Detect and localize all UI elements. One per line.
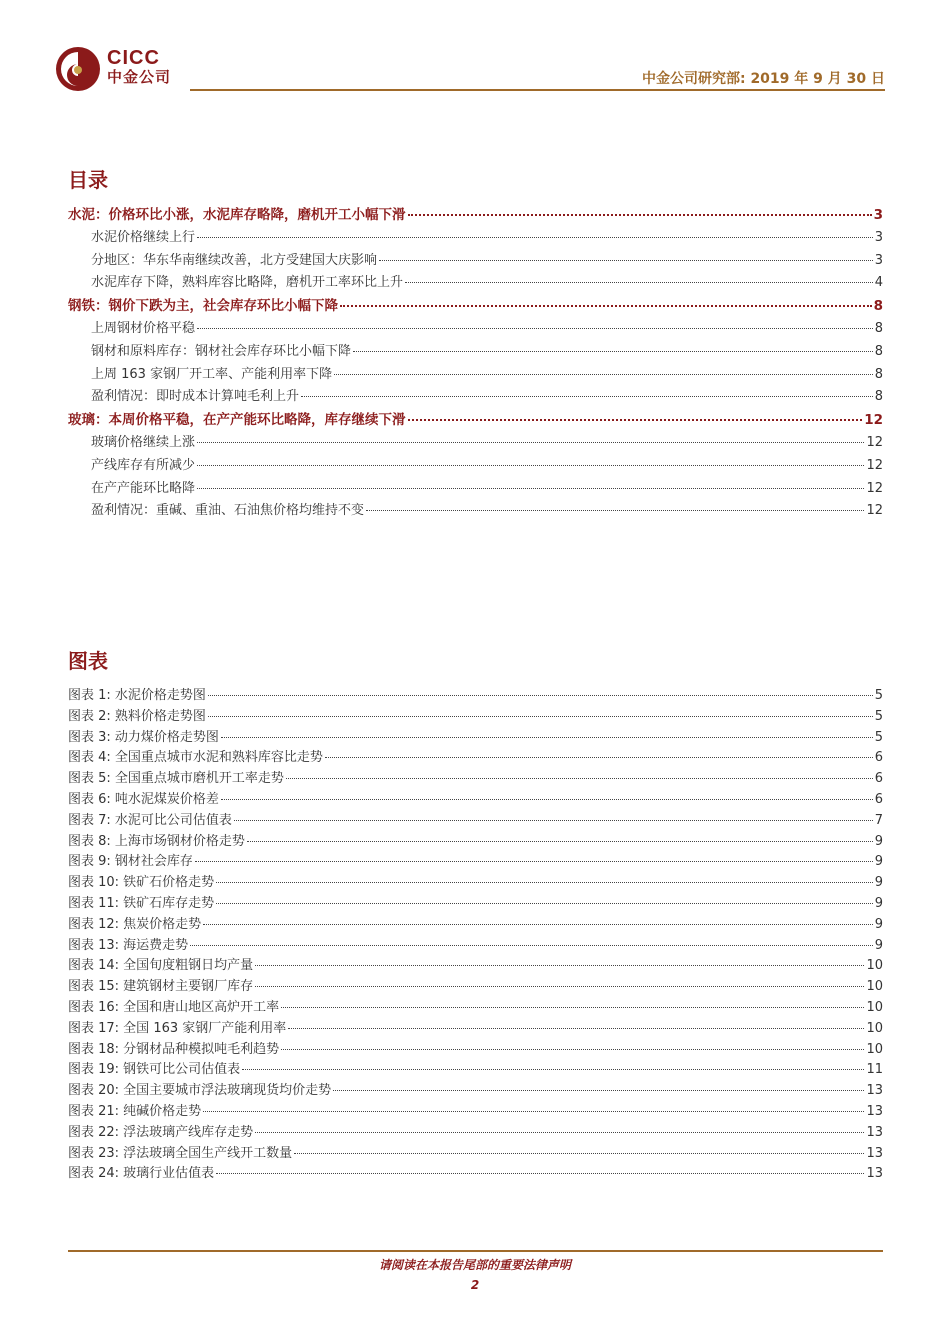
entry-page-number: 9 (874, 937, 883, 953)
figure-list-entry[interactable] (68, 1100, 883, 1121)
entry-label: 图表 6: 吨水泥煤炭价格差 (68, 791, 219, 807)
entry-label: 图表 23: 浮法玻璃全国生产线开工数量 (68, 1145, 293, 1161)
entry-page-number: 6 (874, 750, 883, 766)
dot-leader (216, 1173, 864, 1174)
entry-page-number: 6 (874, 791, 883, 807)
entry-page-number: 3 (874, 229, 883, 245)
toc-subsection-entry[interactable] (68, 499, 883, 522)
dot-leader (366, 510, 864, 511)
entry-page-number: 12 (866, 480, 883, 496)
figure-list-entry[interactable] (68, 809, 883, 830)
entry-page-number: 5 (874, 688, 883, 703)
dot-leader (234, 820, 873, 821)
entry-label: 图表 4: 全国重点城市水泥和熟料库容比走势 (68, 750, 323, 766)
logo-wordmark (107, 48, 171, 85)
entry-page-number: 3 (873, 207, 883, 223)
entry-label: 图表 5: 全国重点城市磨机开工率走势 (68, 771, 284, 787)
dot-leader (286, 778, 873, 779)
dot-leader (408, 419, 863, 421)
entry-label: 产线库存有所减少 (91, 457, 196, 473)
toc-title: 目录 (68, 168, 108, 192)
entry-label: 图表 9: 钢材社会库存 (68, 854, 193, 870)
entry-label: 图表 11: 铁矿石库存走势 (68, 895, 215, 911)
entry-page-number: 9 (874, 875, 883, 891)
dot-leader (334, 374, 873, 375)
dot-leader (216, 903, 873, 904)
figure-list-entry[interactable] (68, 954, 883, 975)
entry-label: 图表 12: 焦炭价格走势 (68, 916, 202, 932)
dot-leader (195, 861, 873, 862)
toc-list (68, 203, 883, 522)
dot-leader (255, 965, 864, 966)
entry-label: 图表 17: 全国 163 家钢厂产能利用率 (68, 1020, 287, 1036)
dot-leader (325, 757, 873, 758)
entry-page-number: 10 (866, 979, 883, 995)
figure-list-entry[interactable] (68, 1017, 883, 1038)
figures-title: 图表 (68, 649, 108, 673)
legal-notice: 请阅读在本报告尾部的重要法律声明 (378, 1258, 571, 1272)
entry-label: 钢材和原料库存：钢材社会库存环比小幅下降 (91, 343, 352, 359)
entry-page-number: 4 (874, 275, 883, 291)
toc-subsection-entry[interactable] (68, 317, 883, 340)
entry-label: 盈利情况：重碱、重油、石油焦价格均维持不变 (91, 503, 365, 519)
page-header (55, 42, 885, 94)
toc-section-entry[interactable] (68, 408, 883, 431)
figure-list-entry[interactable] (68, 1038, 883, 1059)
dot-leader (197, 488, 864, 489)
dot-leader (197, 442, 864, 443)
dot-leader (208, 695, 873, 696)
entry-page-number: 13 (866, 1103, 883, 1119)
figure-list-entry[interactable] (68, 934, 883, 955)
entry-page-number: 10 (866, 958, 883, 974)
entry-page-number: 12 (866, 434, 883, 450)
entry-label: 图表 18: 分钢材品种模拟吨毛利趋势 (68, 1041, 280, 1057)
entry-page-number: 8 (874, 343, 883, 359)
figure-list-entry[interactable] (68, 767, 883, 788)
entry-label: 盈利情况：即时成本计算吨毛利上升 (91, 389, 300, 405)
figure-list-entry[interactable] (68, 830, 883, 851)
entry-page-number: 3 (874, 252, 883, 268)
entry-page-number: 8 (874, 366, 883, 382)
entry-label: 水泥：价格环比小涨，水泥库存略降，磨机开工小幅下滑 (68, 207, 406, 223)
toc-subsection-entry[interactable] (68, 340, 883, 363)
entry-label: 上周 163 家钢厂开工率、产能利用率下降 (91, 366, 333, 382)
dot-leader (353, 351, 873, 352)
entry-page-number: 8 (874, 320, 883, 336)
toc-subsection-entry[interactable] (68, 363, 883, 386)
entry-page-number: 11 (866, 1062, 883, 1078)
entry-label: 图表 21: 纯碱价格走势 (68, 1103, 202, 1119)
figure-list-entry[interactable] (68, 746, 883, 767)
entry-page-number: 10 (866, 1041, 883, 1057)
entry-page-number: 5 (874, 708, 883, 724)
entry-label: 水泥价格继续上行 (91, 229, 196, 245)
entry-label: 图表 1: 水泥价格走势图 (68, 688, 206, 703)
dot-leader (190, 945, 873, 946)
entry-page-number: 13 (866, 1083, 883, 1099)
figures-list (68, 684, 883, 1183)
page-number: 2 (470, 1278, 480, 1292)
dot-leader (294, 1153, 864, 1154)
entry-page-number: 12 (864, 412, 883, 429)
dot-leader (333, 1090, 864, 1091)
figure-list-entry[interactable] (68, 996, 883, 1017)
cicc-logo-icon (55, 46, 101, 92)
figure-list-entry[interactable] (68, 705, 883, 726)
toc-subsection-entry[interactable] (68, 454, 883, 477)
figure-list-entry[interactable] (68, 1121, 883, 1142)
toc-section-entry[interactable] (68, 203, 883, 226)
toc-subsection-entry[interactable] (68, 226, 883, 249)
dot-leader (197, 328, 873, 329)
entry-label: 在产产能环比略降 (91, 480, 196, 496)
entry-page-number: 12 (866, 457, 883, 473)
logo-cn: 中金公司 (107, 69, 172, 86)
figure-list-entry[interactable] (68, 871, 883, 892)
dot-leader (216, 882, 873, 883)
footer-divider (68, 1250, 883, 1252)
entry-label: 图表 19: 钢铁可比公司估值表 (68, 1062, 241, 1078)
entry-label: 水泥库存下降，熟料库容比略降，磨机开工率环比上升 (91, 275, 404, 291)
dot-leader (340, 305, 872, 307)
entry-label: 图表 2: 熟料价格走势图 (68, 708, 206, 724)
entry-page-number: 9 (874, 916, 883, 932)
toc-subsection-entry[interactable] (68, 431, 883, 454)
entry-page-number: 13 (866, 1145, 883, 1161)
entry-label: 图表 10: 铁矿石价格走势 (68, 875, 215, 891)
toc-subsection-entry[interactable] (68, 477, 883, 500)
entry-page-number: 8 (873, 298, 883, 315)
figure-list-entry[interactable] (68, 788, 883, 809)
report-date: 中金公司研究部: 2019 年 9 月 30 日 (641, 71, 885, 87)
figure-list-entry[interactable] (68, 1162, 883, 1183)
entry-label: 图表 3: 动力煤价格走势图 (68, 729, 219, 745)
dot-leader (288, 1028, 864, 1029)
dot-leader (405, 282, 873, 283)
entry-label: 图表 20: 全国主要城市浮法玻璃现货均价走势 (68, 1083, 332, 1099)
entry-page-number: 9 (874, 895, 883, 911)
entry-label: 图表 22: 浮法玻璃产线库存走势 (68, 1124, 254, 1140)
dot-leader (281, 1007, 864, 1008)
dot-leader (208, 716, 873, 717)
entry-page-number: 10 (866, 999, 883, 1015)
entry-page-number: 13 (866, 1124, 883, 1140)
entry-page-number: 9 (874, 833, 883, 849)
entry-page-number: 9 (874, 854, 883, 870)
dot-leader (408, 214, 872, 216)
figure-list-entry[interactable] (68, 1142, 883, 1163)
dot-leader (255, 1132, 864, 1133)
figure-list-entry[interactable] (68, 892, 883, 913)
dot-leader (197, 465, 864, 466)
entry-label: 图表 14: 全国旬度粗钢日均产量 (68, 958, 254, 974)
figure-list-entry[interactable] (68, 1058, 883, 1079)
entry-label: 图表 16: 全国和唐山地区高炉开工率 (68, 999, 280, 1015)
entry-page-number: 10 (866, 1020, 883, 1036)
entry-page-number: 12 (866, 503, 883, 519)
dot-leader (221, 737, 873, 738)
entry-label: 图表 8: 上海市场钢材价格走势 (68, 833, 245, 849)
figure-list-entry[interactable] (68, 684, 883, 705)
dot-leader (301, 396, 873, 397)
entry-page-number: 6 (874, 771, 883, 787)
dot-leader (255, 986, 864, 987)
figure-list-entry[interactable] (68, 913, 883, 934)
toc-subsection-entry[interactable] (68, 385, 883, 408)
dot-leader (203, 924, 873, 925)
entry-page-number: 7 (874, 812, 883, 828)
figure-list-entry[interactable] (68, 975, 883, 996)
toc-subsection-entry[interactable] (68, 271, 883, 294)
entry-label: 玻璃：本周价格平稳，在产产能环比略降，库存继续下滑 (68, 412, 406, 429)
entry-label: 图表 7: 水泥可比公司估值表 (68, 812, 232, 828)
entry-label: 上周钢材价格平稳 (91, 320, 196, 336)
entry-label: 钢铁：钢价下跌为主，社会库存环比小幅下降 (68, 298, 338, 315)
figure-list-entry[interactable] (68, 850, 883, 871)
entry-page-number: 8 (874, 389, 883, 405)
dot-leader (221, 799, 873, 800)
dot-leader (197, 237, 873, 238)
dot-leader (281, 1049, 864, 1050)
entry-label: 玻璃价格继续上涨 (91, 434, 196, 450)
logo-en: CICC (107, 47, 160, 69)
entry-label: 图表 13: 海运费走势 (68, 937, 189, 953)
toc-subsection-entry[interactable] (68, 249, 883, 272)
entry-label: 分地区：华东华南继续改善，北方受建国大庆影响 (91, 252, 378, 268)
dot-leader (379, 260, 873, 261)
entry-page-number: 5 (874, 729, 883, 745)
entry-label: 图表 24: 玻璃行业估值表 (68, 1166, 215, 1182)
figure-list-entry[interactable] (68, 1079, 883, 1100)
entry-label: 图表 15: 建筑钢材主要钢厂库存 (68, 979, 254, 995)
dot-leader (242, 1069, 864, 1070)
figure-list-entry[interactable] (68, 726, 883, 747)
entry-page-number: 13 (866, 1166, 883, 1182)
header-divider (190, 89, 885, 91)
dot-leader (203, 1111, 864, 1112)
toc-section-entry[interactable] (68, 294, 883, 317)
dot-leader (247, 841, 873, 842)
